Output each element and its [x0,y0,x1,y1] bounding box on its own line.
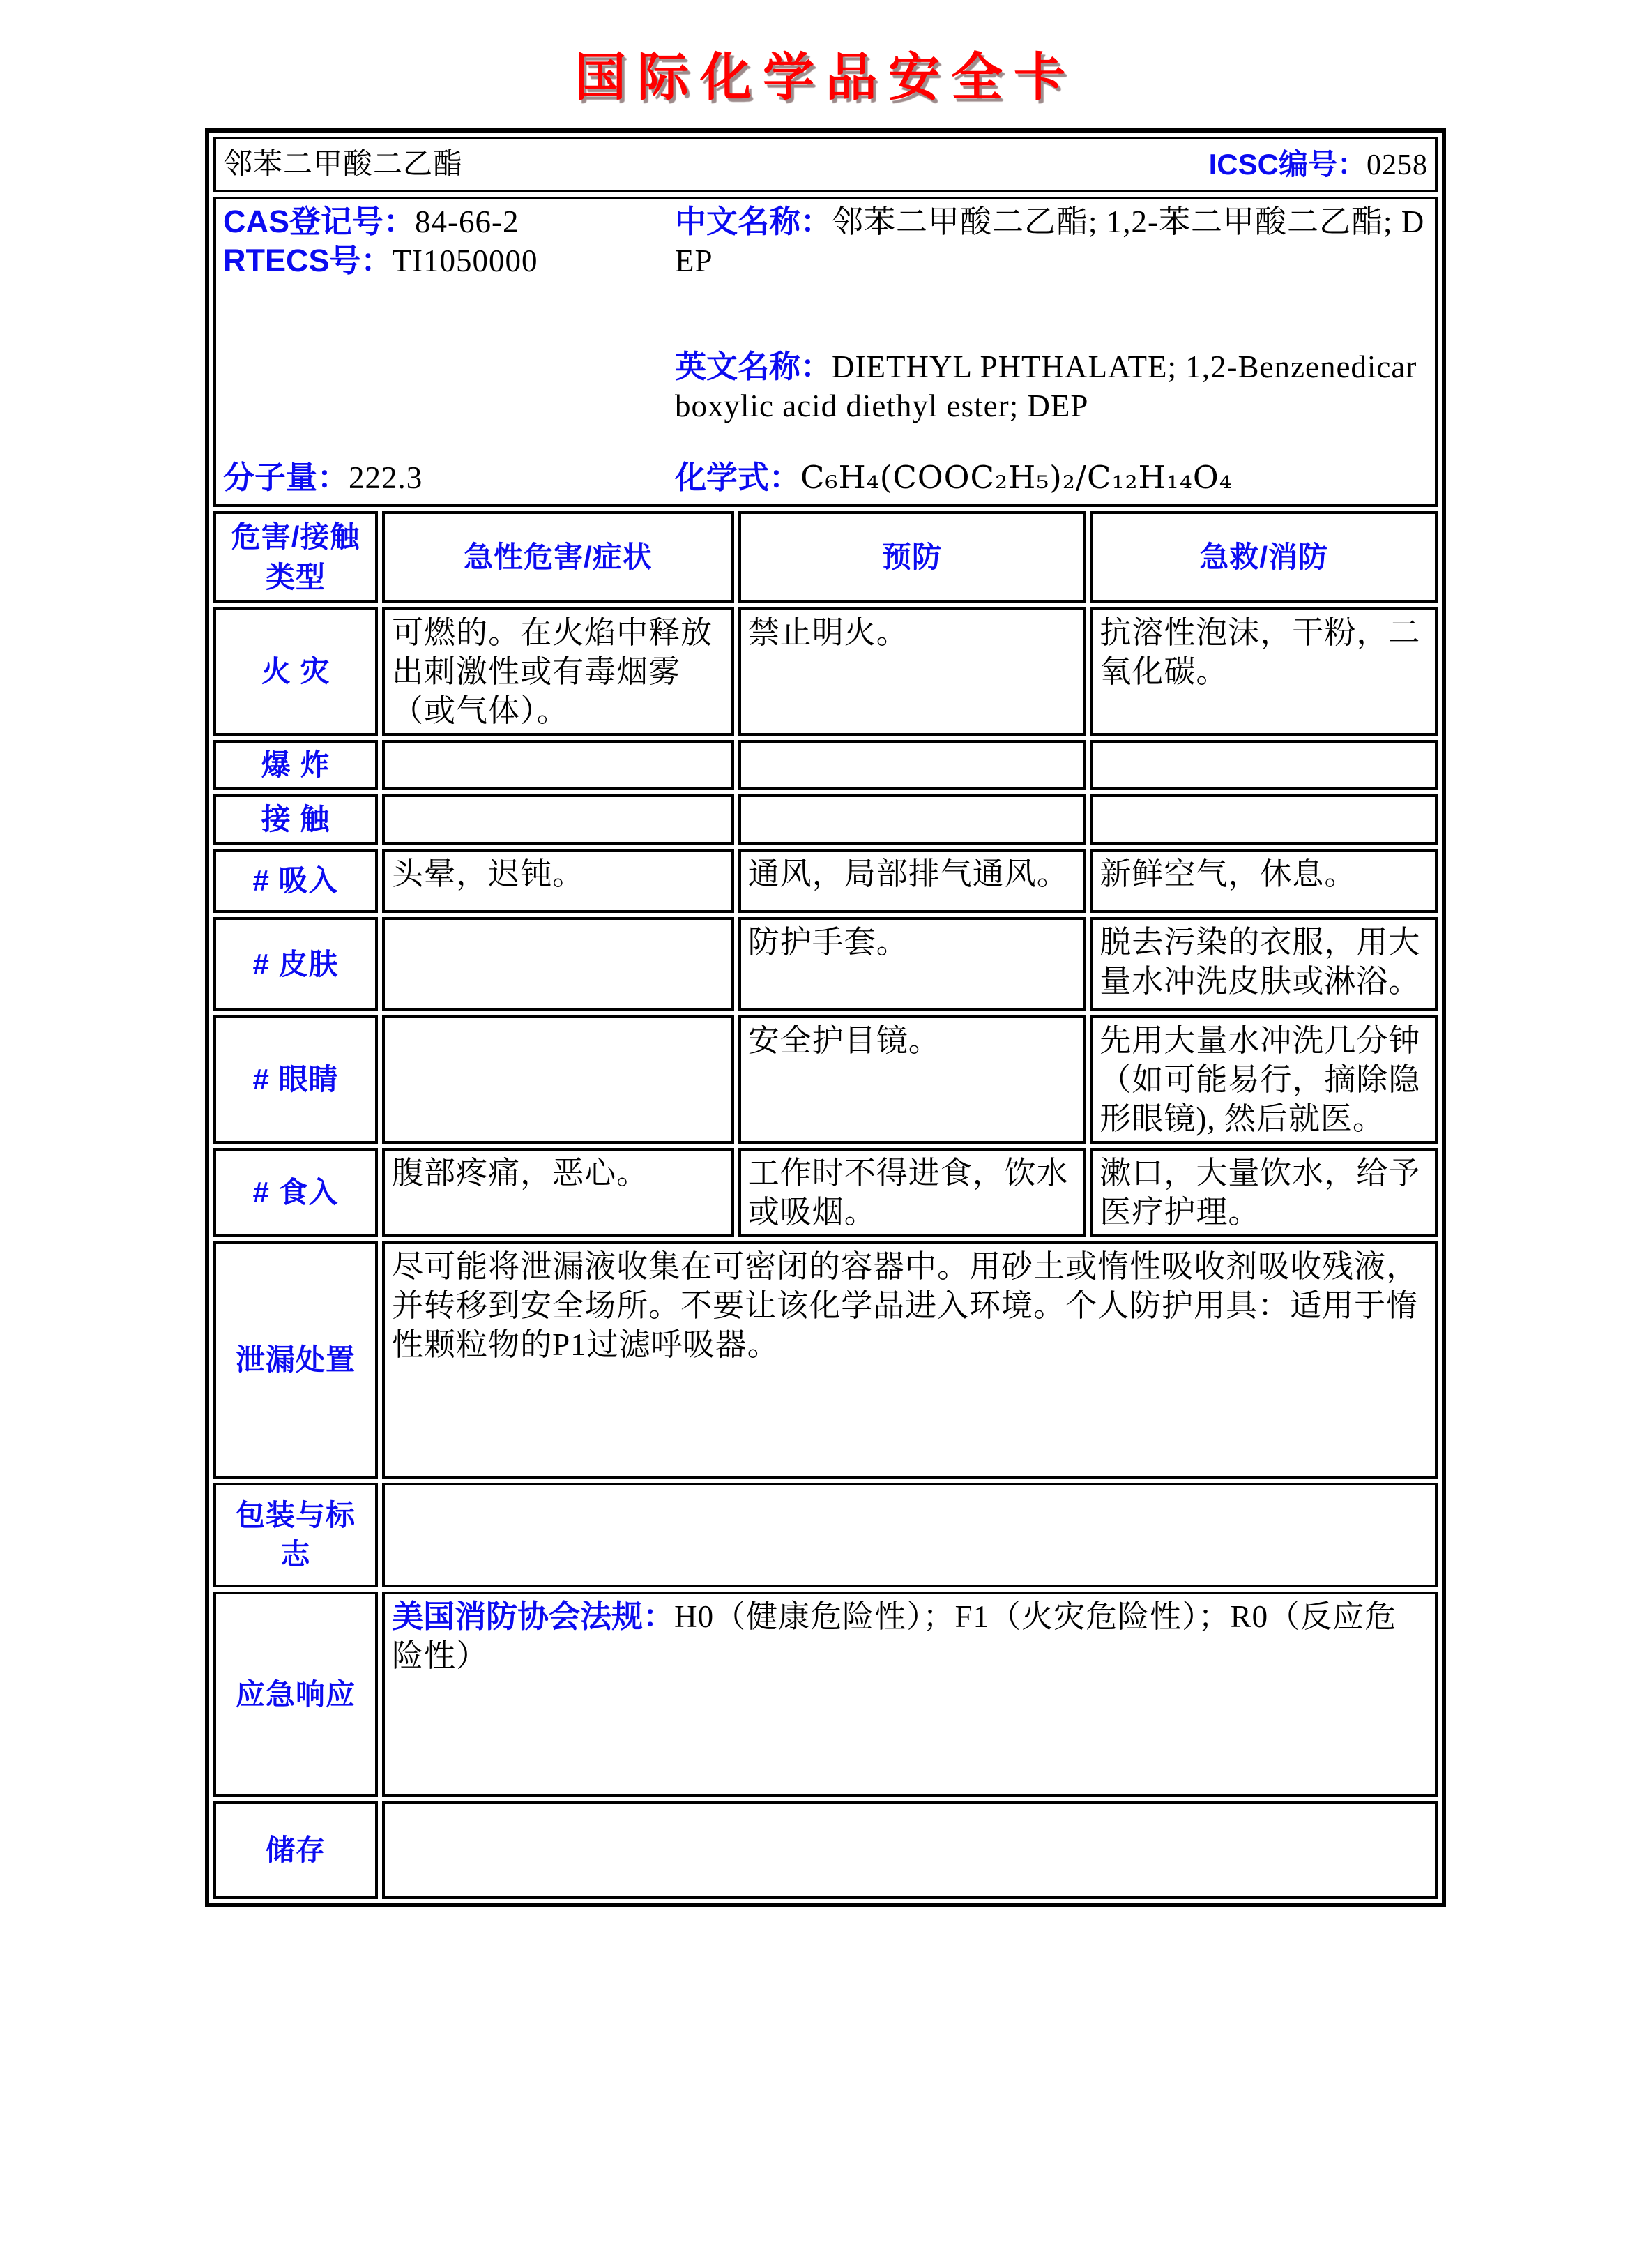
prevention-cell [738,740,1086,790]
first-aid-cell: 漱口，大量饮水，给予医疗护理。 [1090,1148,1438,1237]
hazard-row-eyes [213,1015,1438,1144]
chinese-name-label: 中文名称： [675,204,832,239]
registry-numbers [223,202,675,458]
substance-header-row [213,137,1438,192]
section-content: 尽可能将泄漏液收集在可密闭的容器中。用砂土或惰性吸收剂吸收残液，并转移到安全场所。不要让该化学品进入环境。个人防护用具：适用于惰性颗粒物的P1过滤呼吸器。 [382,1241,1438,1479]
symptoms-cell [382,794,734,845]
chemical-names [675,202,1428,458]
hazard-type-label: # 吸入 [213,849,378,913]
rtecs-label: RTECS号： [223,243,393,278]
cas-label: CAS登记号： [223,204,416,239]
hazard-row-ingestion [213,1148,1438,1237]
header-first-aid: 急救/消防 [1090,511,1438,603]
hazard-row-explosion [213,740,1438,790]
hazard-type-label: # 食入 [213,1148,378,1237]
hazard-row-fire [213,607,1438,736]
section-row-packaging-labelling [213,1483,1438,1587]
section-label: 泄漏处置 [213,1241,378,1479]
symptoms-cell [382,740,734,790]
prevention-cell: 禁止明火。 [738,607,1086,736]
english-name-value: DIETHYL PHTHALATE; 1,2-Benzenedicarboxylic acid diethyl ester; DEP [675,349,1417,423]
first-aid-cell: 先用大量水冲洗几分钟（如可能易行，摘除隐形眼镜), 然后就医。 [1090,1015,1438,1144]
hazard-type-label: # 眼睛 [213,1015,378,1144]
hazard-row-skin [213,917,1438,1011]
identification-cell [213,197,1438,507]
prevention-cell: 防护手套。 [738,917,1086,1011]
hazard-row-contact [213,794,1438,845]
symptoms-cell [382,1015,734,1144]
hazard-type-label: 爆 炸 [213,740,378,790]
nfpa-code-label: 美国消防协会法规： [392,1598,675,1634]
page-title: 国际化学品安全卡 [575,48,1076,106]
hazard-type-label: 接 触 [213,794,378,845]
chemical-formula-label: 化学式： [675,460,801,495]
first-aid-cell: 新鲜空气，休息。 [1090,849,1438,913]
first-aid-cell: 脱去污染的衣服，用大量水冲洗皮肤或淋浴。 [1090,917,1438,1011]
chemical-formula-value: C₆H₄(COOC₂H₅)₂/C₁₂H₁₄O₄ [800,459,1233,496]
section-label: 包装与标志 [213,1483,378,1587]
substance-header-cell [213,137,1438,192]
rtecs-value: TI1050000 [392,243,538,278]
prevention-cell: 工作时不得进食，饮水或吸烟。 [738,1148,1086,1237]
symptoms-cell: 头晕，迟钝。 [382,849,734,913]
icsc-label: ICSC编号： [1208,147,1367,181]
hazard-type-label: 火 灾 [213,607,378,736]
hazard-row-inhalation [213,849,1438,913]
section-label: 储存 [213,1801,378,1899]
section-content [382,1483,1438,1587]
identification-row [213,197,1438,507]
nfpa-code-value: H0（健康危险性）；F1（火灾危险性）；R0（反应危险性） [392,1599,1397,1673]
cas-line [223,202,675,241]
symptoms-cell [382,917,734,1011]
chinese-name-line [675,202,1428,280]
header-hazard-type: 危害/接触类型 [213,511,378,603]
prevention-cell: 通风，局部排气通风。 [738,849,1086,913]
first-aid-cell: 抗溶性泡沫，干粉，二氧化碳。 [1090,607,1438,736]
header-prevention: 预防 [738,511,1086,603]
prevention-cell [738,794,1086,845]
first-aid-cell [1090,740,1438,790]
icsc-number-group [1209,145,1428,185]
chemical-formula-line [675,458,1428,497]
molecular-weight-label: 分子量： [223,460,349,495]
cas-value: 84-66-2 [415,204,519,239]
english-name-label: 英文名称： [675,349,832,384]
section-row-storage [213,1801,1438,1899]
prevention-cell: 安全护目镜。 [738,1015,1086,1144]
section-content [382,1801,1438,1899]
section-content [382,1592,1438,1797]
hazard-table-header-row [213,511,1438,603]
english-name-line [675,347,1428,425]
chinese-name-value: 邻苯二甲酸二乙酯; 1,2-苯二甲酸二乙酯; DEP [675,204,1425,278]
hazard-type-label: # 皮肤 [213,917,378,1011]
section-label: 应急响应 [213,1592,378,1797]
symptoms-cell: 腹部疼痛，恶心。 [382,1148,734,1237]
header-symptoms: 急性危害/症状 [382,511,734,603]
molecular-weight-line [223,458,675,497]
section-row-emergency-response [213,1592,1438,1797]
first-aid-cell [1090,794,1438,845]
substance-name: 邻苯二甲酸二乙酯 [223,149,464,181]
symptoms-cell: 可燃的。在火焰中释放出刺激性或有毒烟雾（或气体）。 [382,607,734,736]
safety-card-table [205,128,1446,1907]
icsc-number: 0258 [1367,149,1428,181]
molecular-weight-value: 222.3 [349,460,423,495]
section-row-spill-disposal [213,1241,1438,1479]
rtecs-line [223,241,675,280]
